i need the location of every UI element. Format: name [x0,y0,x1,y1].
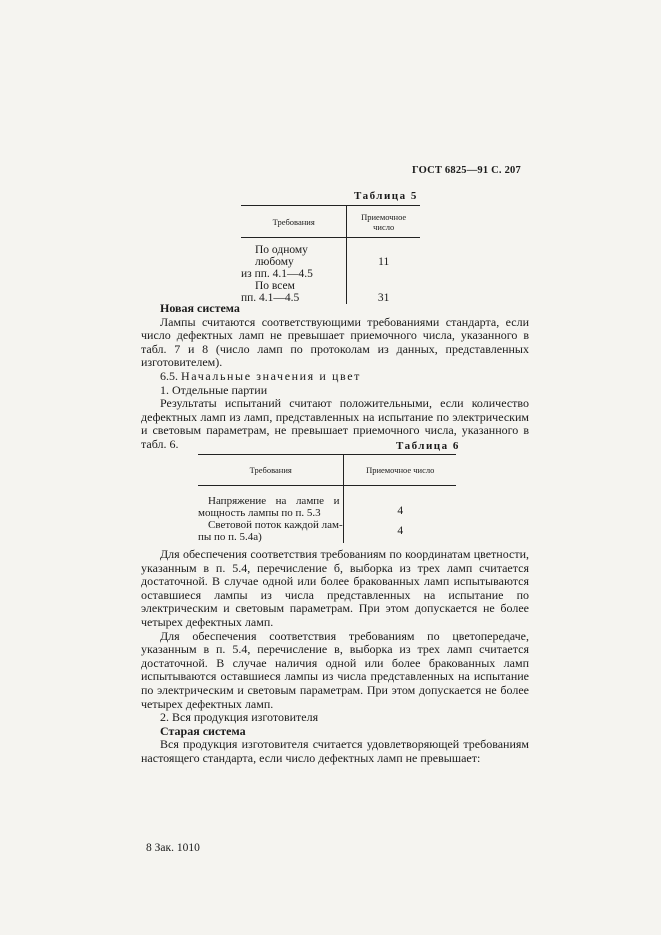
table6-col-requirements: Требования [198,455,344,486]
table6-row1-value: 4 [397,504,404,517]
old-system-paragraph: Вся продукция изготовителя считается удовлетворяющей требованиям настоящего стандарта, если число дефектных ламп не превышает: [141,737,529,765]
paragraph-color-rendering: Для обеспечения соответствия требованиям по цветопередаче, указанным в п. 5.4, перечисление в, выборка из трех ламп считается достаточной. В случае наличия одной или более бракованных ламп испытываются оставшиеся лампы из числа представленных на испытание по электрическим и световым параметрам. При этом допускается не более четырех дефектных ламп. [141,628,529,711]
clause-number: 6.5. [160,368,178,383]
table-row [198,495,456,519]
table6-row2-req-line2: пы по п. 5.4а) [198,530,262,543]
table6 [198,454,456,543]
paragraph-color-coordinates: Для обеспечения соответствия требованиям по координатам цветности, указанным в п. 5.4, перечисление б, выборка из трех ламп считается достаточной. В случае одной или более бракованных ламп испытываются оставшиеся лампы из числа представленных на испытание по электрическим и световым параметрам. При этом допускается не более четырех дефектных ламп. [141,547,529,629]
clause-6-5 [141,370,529,384]
table5-row1-req-line1: По одному любому [255,243,308,268]
table5-row1-req-line2: из пп. 4.1—4.5 [241,267,313,280]
table-row [241,280,420,304]
old-system-heading: Старая система [160,723,246,738]
table5-row2-req-line2: пп. 4.1—4.5 [241,291,300,304]
table-row [241,244,420,280]
table6-row1-req-line2: мощность лампы по п. 5.3 [198,506,321,519]
table6-col-acceptance: Приемочное число [344,455,456,486]
table6-row1-req-line1: Напряжение на лампе и [208,494,340,507]
table5-row1-value: 11 [378,255,390,268]
table6-row2-value: 4 [397,524,404,537]
new-system-heading: Новая система [160,301,240,315]
item-2-label: 2. Вся продукция изготовителя [160,710,319,725]
table5-row2-value: 31 [377,291,390,304]
table5 [241,205,420,304]
new-system-paragraph: Лампы считаются соответствующими требованиями стандарта, если число дефектных ламп не превышает приемочного числа, указанного в табл. 7 и 8 (число ламп по протоколам из данных, представленных изготовителем). [141,314,529,370]
order-footnote: 8 Зак. 1010 [146,842,200,854]
item-1-paragraph: Результаты испытаний считают положительными, если количество дефектных ламп из ламп, представленных на испытание по электрическим и световым параметрам, не превышает приемочного числа, указанного в табл. 6. [141,396,529,451]
running-header: ГОСТ 6825—91 С. 207 [412,165,521,176]
table5-col-acceptance: Приемочное число [347,206,420,238]
table5-row2-req-line1: По всем [255,279,295,292]
clause-title: Начальные значения и цвет [181,368,361,383]
body-block-2 [141,548,529,766]
body-block-1 [141,302,529,452]
table6-caption: Таблица 6 [396,440,460,452]
table5-caption: Таблица 5 [354,190,418,202]
table-row [198,519,456,543]
item-1-label: 1. Отдельные партии [160,382,268,397]
table6-row2-req-line1: Световой поток каждой лам- [208,518,343,531]
table5-col-requirements: Требования [241,206,347,238]
